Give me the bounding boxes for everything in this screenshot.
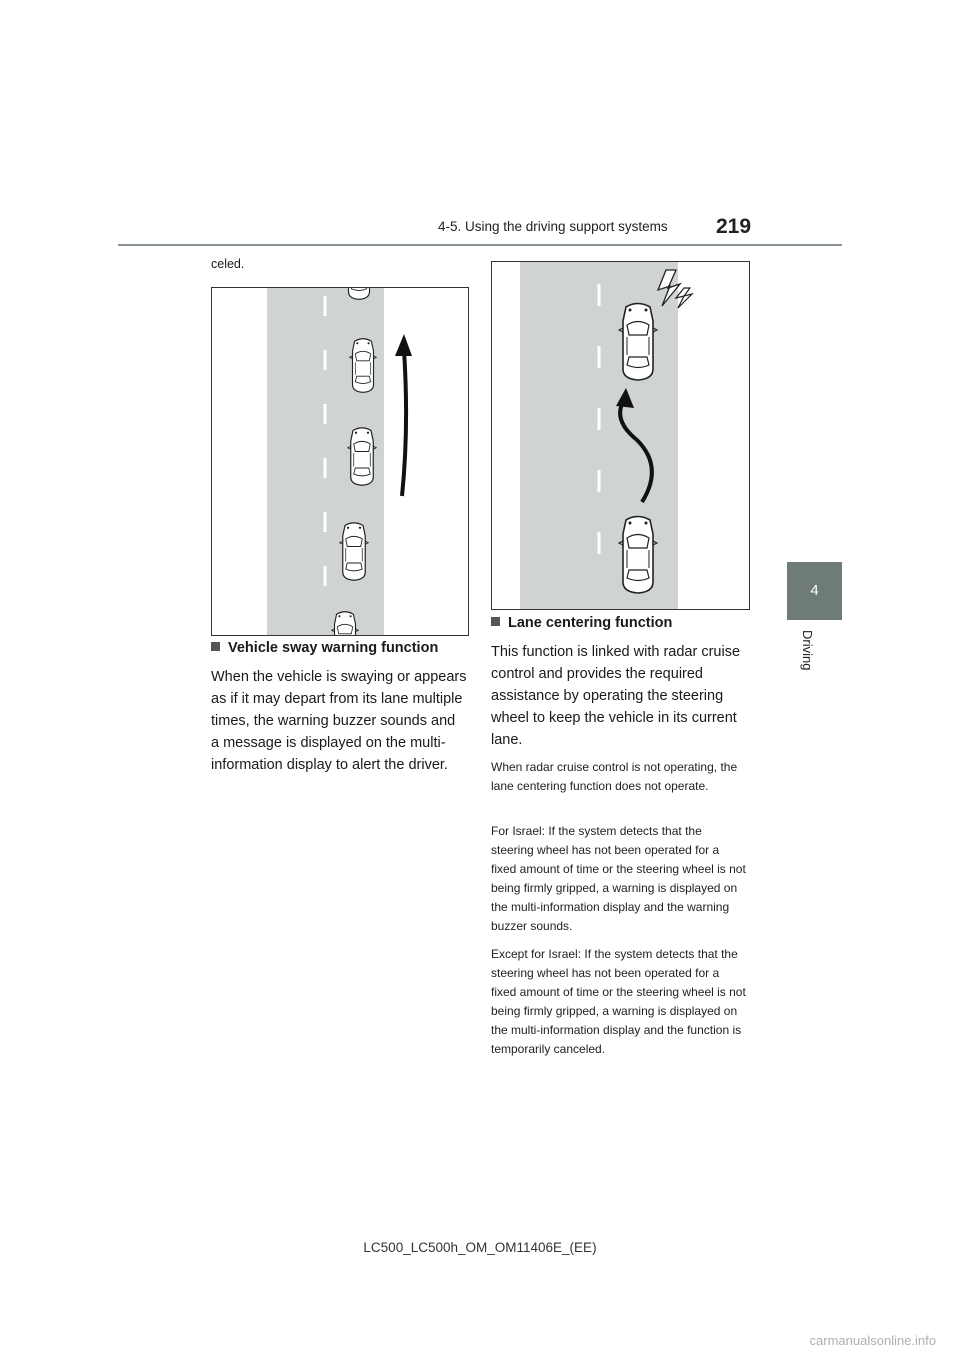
watermark[interactable]: carmanualsonline.info [809,1333,936,1348]
lane-centering-description: This function is linked with radar cruise control and provides the required assistance by operating the steering wheel to keep the vehicle in its current lane. [491,644,741,748]
note-israel: For Israel: If the system detects that the steering wheel has not been operated for a fixed amount of time or the steering wheel is not being firmly gripped, a warning is displayed on the multi-information display and the warning buzzer sounds. [491,824,746,933]
section-title: 4-5. Using the driving support systems [438,219,668,234]
heading-bullet-icon [491,617,500,626]
manual-code-footer: LC500_LC500h_OM_OM11406E_(EE) [363,1240,597,1255]
note-radar-cruise: When radar cruise control is not operating, the lane centering function does not operate. [491,760,738,793]
lane-centering-illustration [491,261,750,610]
note-except-israel: Except for Israel: If the system detects that the steering wheel has not been operated for a fixed amount of time or the steering wheel is not being firmly gripped, a warning is displayed on the multi-information display and the function is temporarily canceled. [491,947,746,1056]
continued-text: celed. [211,257,245,271]
chapter-tab-label: Driving [800,630,815,671]
vehicle-sway-heading: Vehicle sway warning function [211,640,438,656]
header-divider [118,244,842,246]
vehicle-sway-description: When the vehicle is swaying or appears as if it may depart from its lane multiple times, the warning buzzer sounds and a message is displayed on the multi-information display to alert the driver. [211,669,467,773]
lane-centering-heading: Lane centering function [491,615,672,631]
page-number: 219 [716,215,752,238]
chapter-tab[interactable]: 4 [787,562,842,620]
vehicle-sway-illustration [211,287,469,636]
heading-bullet-icon [211,642,220,651]
